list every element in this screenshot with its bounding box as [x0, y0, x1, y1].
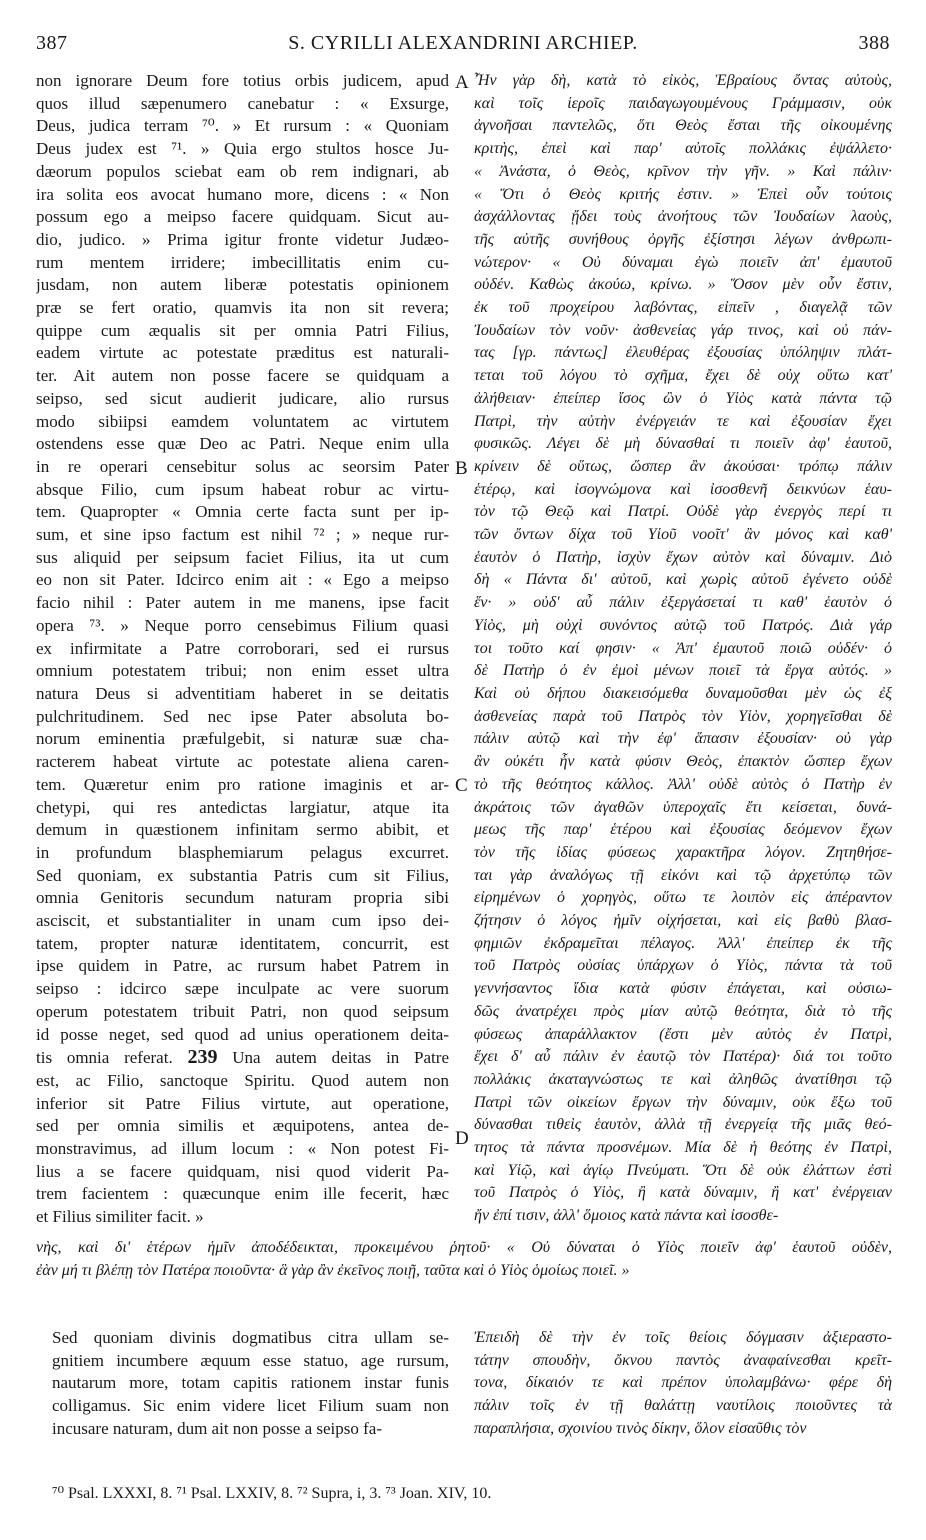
greek-line: ἕν· » οὐδ' αὖ πάλιν ἐξεργάσεταί τι καθ' ἑαυτὸν ὁ [474, 594, 892, 612]
greek-line: ται γὰρ ἀναλόγως τῇ εἰκόνι καὶ τῷ ἀρχετύπῳ τῶν [474, 866, 892, 884]
latin-line: demum in quæstionem infinitam sermo abibit, et [36, 820, 449, 840]
greek-line: καὶ τοῖς ἱεροῖς παιδαγωγουμένους Γράμμασιν, οὐκ [474, 94, 892, 112]
greek-line: κριτὴς, ἐπεὶ καὶ παρ' αὐτοῖς πολλάκις ἐψάλλετο· [474, 140, 892, 158]
greek-line: κρίνειν δὲ οὕτως, ὥσπερ ἂν ἀκούσαι· τρόπῳ πάλιν [474, 457, 892, 475]
latin-line: facio nihil : Pater autem in me manens, ipse facit [36, 593, 449, 613]
latin-line: in profundum blasphemiarum pelagus excurret. [36, 842, 449, 862]
greek-line: τῶν ὄντων δίχα τοῦ Υἱοῦ νοοῖτ' ἂν μόνος καὶ καθ' [474, 526, 892, 544]
page-header [36, 32, 890, 62]
latin-line: jusdam, non autem liberæ potestatis opinionem [36, 275, 449, 295]
latin-line: eo non sit Pater. Idcirco enim ait : « Ego a meipso [36, 570, 449, 590]
greek-line: δῶς ἀνατρέχει πρὸς μίαν αὐτῷ θεότητα, διὰ τὸ τῆς [474, 1002, 892, 1020]
latin-line: norum eminentia præfulgebit, si naturæ suæ cha- [36, 729, 449, 749]
latin-line: tis omnia referat. 239 Una autem deitas in Patre [36, 1046, 449, 1069]
greek-line: τῆς αὐτῆς συνήθους ὀργῆς ἐξίστησι λέγων ἀνθρωπι- [474, 230, 892, 248]
greek-full-line: νὴς, καὶ δι' ἑτέρων ἡμῖν ἀποδέδεικται, προκειμένου ῥητοῦ· « Οὐ δύναται ὁ Υἱὸς ποιεῖν ἀφ' ἑαυτοῦ οὐδὲν, [36, 1239, 892, 1256]
greek-line: τοι τοῦτο καί φησιν· « Ἀπ' ἐμαυτοῦ ποιῶ οὐδέν· ὁ [474, 639, 892, 657]
latin-line: tem. Quapropter « Omnia certe facta sunt per ip- [36, 502, 449, 522]
greek-line: « Ἀνάστα, ὁ Θεὸς, κρῖνον τὴν γῆν. » Καὶ πάλιν· [474, 162, 892, 180]
greek-line: τεται τοῦ λόγου τὸ σχῆμα, ἔχει δὲ οὐχ οὕτω κατ' [474, 367, 892, 385]
latin-column-top [36, 70, 449, 1235]
greek-line: Ἦν γὰρ δὴ, κατὰ τὸ εἰκὸς, Ἑβραίους ὄντας αὐτοὺς, [474, 72, 892, 89]
latin-line: chetypi, qui res antedictas largiatur, atque ita [36, 797, 449, 817]
latin-line: eadem virtute ac potestate præditus est naturali- [36, 343, 449, 363]
latin-line: sus aliquid per seipsum faciet Filius, ita ut cum [36, 547, 449, 567]
greek-column-bottom [474, 1327, 892, 1447]
greek-full-line: ἐὰν μή τι βλέπῃ τὸν Πατέρα ποιοῦντα· ἃ γὰρ ἂν ἐκεῖνος ποιῇ, ταῦτα καὶ ὁ Υἱὸς ὁμοίως ποιεῖ. » [36, 1262, 630, 1279]
greek-line: ἀγνοῆσαι παντελῶς, ὅτι Θεὸς ἔσται τῆς οἰκουμένης [474, 117, 892, 135]
greek-line: ἐκ τοῦ προχείρου λαβόντας, εἰπεῖν , διαγελᾷ τῶν [474, 299, 892, 317]
greek-line: ἀκράτοις τῶν ἀγαθῶν ὑπεροχαῖς ἔτι κείσεται, δυνά- [474, 798, 892, 816]
greek-line: ἀσθενείας παρὰ τοῦ Πατρὸς τὸν Υἱὸν, χορηγεῖσθαι δὲ [474, 707, 892, 725]
latin-line: possum ego a meipso facere quidquam. Sicut au- [36, 207, 449, 227]
greek-line: δύνασθαι τιθεὶς ἑαυτὸν, ἀλλὰ τῇ ἐνεργείᾳ τῆς μιᾶς θεό- [474, 1116, 892, 1134]
greek-line: Ἰουδαίων τὸν νοῦν· ἀσθενείας γάρ τινος, καὶ οὐ πάν- [474, 321, 892, 339]
greek-line: ἤν ἐπί τισιν, ἀλλ' ὅμοιος κατὰ πάντα καὶ ἰσοσθε- [474, 1207, 779, 1225]
greek-line: « Ὅτι ὁ Θεὸς κριτής ἐστιν. » Ἐπεὶ οὖν τούτοις [474, 185, 892, 203]
greek-line: πάλιν τοῖς ἐν τῇ θαλάττῃ ναυτίλοις ποιοῦντες τὰ [474, 1397, 892, 1415]
greek-line: Καὶ οὐ δήπου διακεισόμεθα δυναμοῦσθαι μὲν ὡς ἐξ [474, 684, 892, 702]
greek-line: τητος τὰ πάντα προσνέμων. Μία δὲ ἡ θεότης ἐν Πατρὶ, [474, 1139, 892, 1157]
greek-line: ἑαυτὸν ὁ Πατὴρ, ἰσχὺν ἔχων αὐτὸν καὶ δύναμιν. Διὸ [474, 548, 892, 566]
greek-line: ἔχει δ' αὖ πάλιν ἐν ἑαυτῷ τὸν Πατέρα)· διά τοι τοῦτο [474, 1048, 892, 1066]
greek-line: πάλιν αὐτῷ καὶ τὴν ἐφ' ἅπασιν ἐξουσίαν· οὐ γὰρ [474, 730, 892, 748]
latin-line: id posse neget, sed quod ad unius operationem deita- [36, 1024, 449, 1044]
latin-line: asciscit, et substantialiter in unam cum ipso dei- [36, 911, 449, 931]
latin-line: Sed quoniam, ex substantia Patris cum sit Filius, [36, 865, 449, 885]
latin-line: omnia Genitoris secundum naturam propria sibi [36, 888, 449, 908]
latin-line: sed per omnia similis et æquipotens, antea de- [36, 1116, 449, 1136]
latin-line: tem. Quæretur enim pro ratione imaginis et ar- [36, 774, 449, 794]
greek-line: φύσεως ἀπαράλλακτον (ἔστι μὲν αὐτὸς ἐν Πατρὶ, [474, 1025, 892, 1043]
greek-line: τάτην σπουδὴν, ὄκνου παντὸς ἀναφαίνεσθαι κρεῖτ- [474, 1351, 892, 1369]
greek-line: τοῦ Πατρὸς ὁ Υἱὸς, ἢ κατὰ δύναμιν, ἢ κατ' ἐνέργειαν [474, 1184, 892, 1202]
greek-line: ζήτησιν ὁ λόγος ἡμῖν οἰχήσεται, καὶ εἰς βαθὺ βλασ- [474, 912, 892, 930]
greek-line: νώτερον· « Οὐ δύναμαι ἐγὼ ποιεῖν ἀπ' ἐμαυτοῦ [474, 253, 892, 271]
greek-line: τὸν τῆς ἰδίας φύσεως χαρακτῆρα λόγον. Ζητηθήσε- [474, 843, 892, 861]
latin-line: rum mentem irridere; imbecillitatis enim cu- [36, 252, 449, 272]
latin-column-bottom [52, 1327, 449, 1447]
greek-line: δὴ « Πάντα δι' αὐτοῦ, καὶ χωρὶς αὐτοῦ ἐγένετο οὐδὲ [474, 571, 892, 589]
latin-line: nautarum more, totam capitis rationem instar funis [52, 1373, 449, 1393]
footnotes: ⁷⁰ Psal. LXXXI, 8. ⁷¹ Psal. LXXIV, 8. ⁷² Supra, i, 3. ⁷³ Joan. XIV, 10. [52, 1485, 492, 1502]
latin-line: seipso : idcirco sæpe inculpate ac vere suorum [36, 979, 449, 999]
latin-line: præ se fert oratio, quamvis ita non sit revera; [36, 298, 449, 318]
greek-full-width [36, 1236, 892, 1286]
running-title: S. CYRILLI ALEXANDRINI ARCHIEP. [288, 32, 638, 54]
greek-line: Πατρὶ τῶν οἰκείων ἔργων τὴν δύναμιν, οὐκ ἔξω τοῦ [474, 1093, 892, 1111]
greek-line: ἑτέρῳ, καὶ ἰσογνώμονα καὶ ἰσοσθενῆ δεικνύων ἑαυ- [474, 480, 892, 498]
greek-line: φυσικῶς. Λέγει δὲ μὴ δύνασθαί τι ποιεῖν ἀφ' ἑαυτοῦ, [474, 435, 892, 453]
section-marker-d: D [455, 1128, 469, 1149]
greek-line: τας [γρ. πάντως] ἐλευθέρας ἐξουσίας ὑπόληψιν πλάτ- [474, 344, 892, 362]
section-marker-a: A [455, 72, 469, 93]
greek-line: οὐδέν. Καθὼς ἀκούω, κρίνω. » Ὅσον μὲν οὖν ἔστιν, [474, 276, 892, 294]
latin-line: dæorum populos sciebat eam ob rem indignari, ab [36, 161, 449, 181]
latin-line: ex infirmitate a Patre corroborari, sed ei rursus [36, 638, 449, 658]
latin-line: incusare naturam, dum ait non posse a seipso fa- [52, 1418, 382, 1438]
page-number-left: 387 [36, 32, 68, 54]
latin-line: racterem habeat virtute ac potestate aliena caren- [36, 752, 449, 772]
greek-line: τὸ τῆς θεότητος κάλλος. Ἀλλ' οὐδὲ αὐτὸς ὁ Πατὴρ ἐν [474, 775, 892, 793]
section-marker-b: B [455, 458, 468, 479]
greek-line: καὶ Υἱῷ, καὶ ἁγίῳ Πνεύματι. Ὅτι δὲ οὐκ ἐλάττων ἐστὶ [474, 1161, 892, 1179]
latin-line: colligamus. Sic enim videre licet Filium suam non [52, 1396, 449, 1416]
latin-line: seipso, sed sicut audierit judicare, alio rursus [36, 388, 449, 408]
latin-line: ira solita eos avocat humano more, dicens : « Non [36, 184, 449, 204]
greek-line: τοῦ Πατρὸς οὐσίας ὑπάρχων ὁ Υἱὸς, πάντα τὰ τοῦ [474, 957, 892, 975]
latin-line: non ignorare Deum fore totius orbis judicem, apud [36, 71, 449, 90]
latin-line: lius a se facere quidquam, nisi quod viderit Pa- [36, 1161, 449, 1181]
greek-line: ἂν οὐκέτι ἦν κατὰ φύσιν Θεὸς, ἐπακτὸν ὥσπερ ἔχων [474, 753, 892, 771]
latin-line: gnitiem incumbere æquum esse statuo, age rursum, [52, 1350, 449, 1370]
greek-line: γεννήσαντος ἴδια κατὰ φύσιν ἐπάγεται, καὶ οὐσιω- [474, 980, 892, 998]
latin-line: operum potestatem tribuit Patri, non quod seipsum [36, 1001, 449, 1021]
latin-line: et Filius similiter facit. » [36, 1207, 204, 1227]
greek-line: εἰρημένων ὁ χορηγὸς, οὕτω τε λοιπὸν εἰς ἀπέραντον [474, 889, 892, 907]
latin-line: modo sibiipsi eamdem voluntatem ac virtutem [36, 411, 449, 431]
latin-line: est, ac Filio, sanctoque Spiritu. Quod autem non [36, 1070, 449, 1090]
page-number-marker: 239 [187, 1046, 218, 1069]
latin-line: in re operari censebitur solus ac seorsim Pater [36, 456, 449, 476]
greek-line: Υἱὸς, μὴ οὐχὶ συνόντος αὐτῷ τοῦ Πατρός. Διὰ γάρ [474, 616, 892, 634]
latin-line: inferior sit Patre Filius virtute, aut operatione, [36, 1093, 449, 1113]
greek-line: ἀσχάλλοντας ᾔδει τοὺς ἀνοήτους τῶν Ἰουδαίων λαοὺς, [474, 208, 892, 226]
greek-column-top [474, 70, 892, 1235]
latin-line: ter. Ait autem non posse facere se quidquam a [36, 366, 449, 386]
latin-line: monstravimus, ad illum locum : « Non potest Fi- [36, 1139, 449, 1159]
greek-line: παραπλήσια, σχοινίου τινὸς δίκην, ὅλον εἰσαῦθις τὸν [474, 1419, 807, 1437]
section-marker-c: C [455, 775, 468, 796]
latin-line: opera ⁷³. » Neque porro censebimus Filium quasi [36, 615, 449, 635]
greek-line: μεως τῆς παρ' ἑτέρου καὶ ἐξουσίας δεόμενον ἔχων [474, 821, 892, 839]
page-number-right: 388 [858, 32, 890, 54]
latin-line: sum, et sine ipso factum est nihil ⁷² ; » neque rur- [36, 525, 449, 545]
greek-line: Πατρὶ, τὴν αὐτὴν ἐνέργειάν τε καὶ ἐξουσίαν ἔχει [474, 412, 892, 430]
latin-line: ipse quidem in Patre, ac rursum habet Patrem in [36, 956, 449, 976]
greek-line: φημιῶν ἐκδραμεῖται πέλαγος. Ἀλλ' ἐπείπερ ἐκ τῆς [474, 934, 892, 952]
greek-line: δὲ Πατὴρ ὁ ἐν ἐμοὶ μένων ποιεῖ τὰ ἔργα αὐτός. » [474, 662, 892, 680]
latin-line: tatem, propter naturæ identitatem, concurrit, est [36, 933, 449, 953]
latin-line: pulchritudinem. Sed nec ipse Pater absoluta bo- [36, 706, 449, 726]
latin-line: dio, judico. » Prima igitur fronte videtur Judæo- [36, 229, 449, 249]
latin-line: quippe cum æqualis sit per omnia Patri Filius, [36, 320, 449, 340]
latin-line: quos illud sæpenumero canebatur : « Exsurge, [36, 93, 449, 113]
latin-line: trem facientem : quæcunque enim ille fecerit, hæc [36, 1184, 449, 1204]
greek-line: τονα, δίκαιόν τε καὶ πρέπον ὑπολαμβάνω· φέρε δὴ [474, 1374, 892, 1392]
latin-line: Deus, judica terram ⁷⁰. » Et rursum : « Quoniam [36, 116, 449, 136]
latin-line: Deus judex est ⁷¹. » Quia ergo stultos hosce Ju- [36, 139, 449, 159]
greek-line: πολλάκις ἀκαταγνώστως τε καὶ ἀληθῶς ἀνατίθησι τῷ [474, 1070, 892, 1088]
latin-line: ostendens esse quæ Deo ac Patri. Neque enim ulla [36, 434, 449, 454]
greek-line: Ἐπειδὴ δὲ τὴν ἐν τοῖς θείοις δόγμασιν ἀξιεραστο- [474, 1329, 892, 1346]
greek-line: ἀλήθειαν· ἐπείπερ ἴσος ὢν ὁ Υἱὸς κατὰ πάντα τῷ [474, 389, 892, 407]
latin-line: Sed quoniam divinis dogmatibus citra ullam se- [52, 1328, 449, 1347]
latin-line: absque Filio, cum ipsum habeat robur ac virtu- [36, 479, 449, 499]
latin-line: natura Deus si adventitiam haberet in se deitatis [36, 683, 449, 703]
greek-line: τὸν τῷ Θεῷ καὶ Πατρί. Οὐδὲ γὰρ ἐνεργὸς περί τι [474, 503, 892, 521]
latin-line: omnium potestatem tribui; non enim esset ultra [36, 661, 449, 681]
